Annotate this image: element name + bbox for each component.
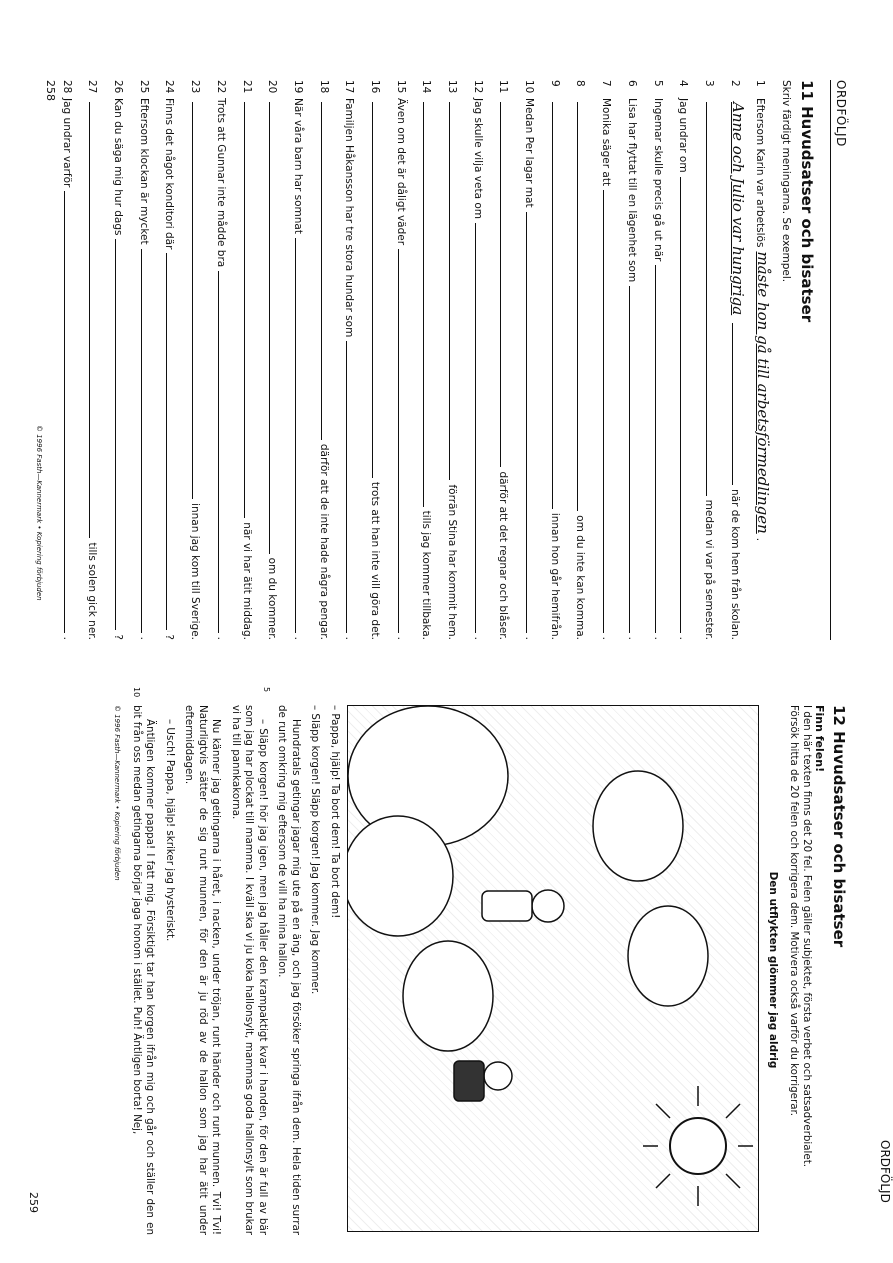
exercise-item — [652, 80, 678, 640]
exercise-item — [189, 80, 215, 640]
story-paragraph: – Usch! Pappa, hjälp! skriker jag hysteriskt. — [164, 719, 176, 942]
item-text: Jag undrar varför — [60, 98, 73, 188]
line-marker: 5 — [262, 687, 271, 693]
left-page — [28, 80, 848, 640]
exercise-item — [395, 80, 421, 640]
story-paragraph: – Pappa, hjälp! Ta bort dem! Ta bort dem! — [329, 705, 341, 919]
item-ending: därför att de inte hade några pengar. — [317, 443, 330, 640]
exercise-item — [241, 80, 267, 640]
exercise-item — [61, 80, 87, 640]
answer-line[interactable] — [64, 191, 66, 632]
right-intro-1: I den här texten finns det 20 fel. Felen gäller subjektet, första verbet och satsadverbialet. — [801, 705, 813, 1168]
item-ending: . — [471, 636, 484, 640]
item-ending: tills solen gick ner. — [86, 542, 99, 640]
answer-line[interactable] — [269, 102, 271, 554]
answer-line[interactable] — [89, 102, 91, 538]
item-ending: . — [291, 636, 304, 640]
item-text: Kan du säga mig hur dags — [112, 98, 125, 236]
item-number: 10 — [523, 80, 536, 94]
answer-line[interactable] — [141, 249, 143, 633]
answer-line[interactable] — [398, 249, 400, 633]
answer-line[interactable] — [423, 102, 425, 507]
item-text: Lisa har flyttat till en lägenhet som — [625, 98, 638, 283]
item-text: Finns det något konditori där — [163, 98, 176, 250]
item-ending: . — [214, 636, 227, 640]
item-ending: trots att han inte vill göra det. — [369, 481, 381, 640]
item-number: 4 — [677, 80, 690, 87]
answer-line[interactable] — [244, 102, 246, 518]
item-number: 9 — [548, 80, 561, 87]
item-number: 6 — [625, 80, 638, 87]
item-ending: när vi har ätit middag. — [240, 522, 253, 640]
exercise-item — [446, 80, 472, 640]
exercise-item — [600, 80, 626, 640]
answer-line[interactable] — [295, 238, 297, 633]
item-number: 15 — [394, 80, 407, 94]
item-ending: medan vi var på semester. — [702, 499, 715, 640]
story-paragraph: – Släpp korgen! hör jag igen, men jag håller den krampaktigt kvar i handen, för den är full av bär som jag har plockat till mamma. I kväll ska vi ju koka hallonsylt, mammas goda hallonsylt som brukar vi ha till pannkakorna. — [230, 705, 269, 1235]
item-number: 25 — [137, 80, 150, 94]
item-number: 12 — [471, 80, 484, 94]
item-text: När våra barn har somnat — [291, 98, 304, 234]
item-text: Monika säger att — [600, 98, 613, 187]
right-copyright: © 1996 Fasth—Kannermark • Kopiering förbjuden — [113, 705, 122, 881]
handwritten-answer: måste hon gå till arbetsförmedlingen — [754, 251, 773, 534]
item-text: Eftersom klockan är mycket — [137, 98, 150, 245]
answer-line[interactable] — [449, 102, 451, 480]
item-number: 14 — [420, 80, 433, 94]
item-number: 8 — [574, 80, 587, 87]
item-number: 11 — [497, 80, 510, 94]
exercise-item — [292, 80, 318, 640]
item-ending: därför att det regnar och blåser. — [497, 471, 510, 640]
right-page-number-wrap — [27, 1192, 40, 1232]
item-ending: innan hon går hemifrån. — [548, 512, 561, 640]
item-number: 23 — [189, 80, 202, 94]
exercise-list — [61, 80, 780, 640]
item-number: 7 — [600, 80, 613, 87]
answer-line[interactable] — [603, 190, 605, 633]
item-number: 20 — [266, 80, 279, 94]
left-header: ORDFÖLJD — [830, 80, 848, 640]
exercise-item — [729, 80, 755, 640]
right-header: ORDFÖLJD — [878, 1140, 892, 1203]
item-text: Jag skulle vilja veta om — [471, 98, 484, 220]
bushes-icon — [348, 706, 708, 1051]
story-paragraph: Nu känner jag getingarna i håret, i nacken, under tröjan, runt händer och runt munnen. Tvi! Tvi! Naturligtvis sätter de sig runt munnen, för den är ju röd av de hallon som jag har ätit under eftermiddagen. — [183, 705, 223, 1235]
answer-line[interactable] — [346, 341, 348, 632]
item-number: 22 — [214, 80, 227, 94]
item-number: 19 — [291, 80, 304, 94]
item-text: Eftersom Karin var arbetslös — [754, 98, 767, 248]
item-ending: . — [754, 537, 767, 542]
item-ending: . — [651, 636, 664, 640]
exercise-item — [343, 80, 369, 640]
item-number: 17 — [343, 80, 356, 94]
left-copyright: © 1996 Fasth—Kannermark • Kopiering förbjuden — [35, 425, 43, 601]
item-ending: tills jag kommer tillbaka. — [420, 510, 433, 640]
item-text: Familjen Håkansson har tre stora hundar som — [343, 98, 356, 338]
story-text — [130, 687, 342, 1235]
answer-line[interactable] — [321, 102, 323, 440]
exercise-item — [369, 80, 395, 640]
item-ending: . — [523, 636, 536, 640]
item-ending: om du kommer. — [266, 557, 279, 640]
item-ending: . — [60, 636, 73, 640]
exercise-item — [164, 80, 190, 640]
answer-line[interactable] — [475, 223, 477, 633]
right-page-number: 259 — [27, 1192, 40, 1213]
story-paragraph: Hundratals getingar jagar mig ute på en äng, och jag försöker springa ifrån dem. Hela tiden surrar de runt omkring mig eftersom de vill ha mina hallon. — [276, 705, 302, 1235]
answer-line[interactable] — [629, 286, 631, 632]
exercise-item — [523, 80, 549, 640]
illustration-drawing — [348, 706, 758, 1231]
answer-line[interactable] — [192, 102, 194, 499]
item-ending: . — [677, 636, 690, 640]
exercise-item — [318, 80, 344, 640]
exercise-item — [703, 80, 729, 640]
exercise-item — [138, 80, 164, 640]
item-text: Trots att Gunnar inte mådde bra — [214, 98, 227, 268]
answer-line[interactable] — [655, 265, 657, 632]
item-number: 26 — [112, 80, 125, 94]
item-text: Även om det är dåligt väder — [394, 98, 407, 246]
exercise-item — [86, 80, 112, 640]
item-number: 2 — [728, 80, 741, 87]
item-number: 5 — [651, 80, 664, 87]
item-number: 13 — [446, 80, 459, 94]
exercise-item — [420, 80, 446, 640]
exercise-item — [215, 80, 241, 640]
item-ending: . — [137, 636, 150, 640]
exercise-item — [677, 80, 703, 640]
item-ending: om du inte kan komma. — [574, 515, 587, 640]
story-title: Den utflykten glömmer jag aldrig — [767, 871, 779, 1069]
exercise-item — [754, 80, 780, 640]
item-ending: . — [600, 636, 613, 640]
sun-icon — [670, 1118, 726, 1174]
answer-line[interactable] — [732, 323, 734, 485]
item-number: 3 — [702, 80, 715, 87]
answer-line[interactable] — [218, 271, 220, 632]
story-paragraph: – Släpp korgen! Släpp korgen! Jag kommer. Jag kommer. — [309, 705, 322, 995]
item-text: Jag undrar om — [677, 98, 690, 173]
exercise-item — [266, 80, 292, 640]
left-instruction: Skriv färdigt meningarna. Se exempel. — [780, 80, 792, 283]
answer-line[interactable] — [706, 102, 708, 496]
handwritten-answer: Anne och Julio var hungriga — [728, 102, 747, 316]
exercise-item — [472, 80, 498, 640]
exercise-item — [549, 80, 575, 640]
item-ending: . — [625, 636, 638, 640]
answer-line[interactable] — [500, 102, 502, 467]
answer-line[interactable] — [526, 212, 528, 633]
item-number: 21 — [240, 80, 253, 94]
item-ending: ? — [163, 634, 176, 640]
right-page — [28, 687, 848, 1235]
item-number: 28 — [60, 80, 73, 94]
left-title: 11 Huvudsatser och bisatser — [798, 80, 816, 323]
exercise-item — [112, 80, 138, 640]
item-ending: när de kom hem från skolan. — [728, 489, 741, 640]
line-marker: 10 — [132, 687, 141, 698]
answer-line[interactable] — [552, 102, 554, 509]
item-number: 24 — [163, 80, 176, 94]
item-number: 16 — [369, 80, 381, 94]
exercise-item — [497, 80, 523, 640]
item-number: 1 — [754, 80, 767, 87]
item-ending: . — [343, 636, 356, 640]
item-ending: . — [394, 636, 407, 640]
right-header-wrap — [878, 1140, 892, 1240]
item-ending: förrän Stina har kommit hem. — [446, 484, 459, 640]
right-intro-2: Försök hitta de 20 felen och korrigera dem. Motivera också varför du korrigerar. — [788, 705, 800, 1117]
exercise-item — [626, 80, 652, 640]
item-ending: ? — [112, 634, 125, 640]
story-paragraph: Äntligen kommer pappa! I fatt mig. Försiktigt tar han korgen ifrån mig och går och ställer den en bit från oss medan getingarna börjar jaga honom i stället. Puh! Äntligen borta! Nej, — [131, 705, 157, 1235]
item-text: Medan Per lagar mat — [523, 98, 536, 208]
answer-line[interactable] — [680, 177, 682, 633]
answer-line[interactable] — [372, 102, 374, 478]
answer-line[interactable] — [115, 239, 117, 630]
left-page-number: 258 — [43, 80, 57, 101]
item-number: 18 — [317, 80, 330, 94]
illustration — [347, 705, 759, 1232]
item-ending: innan jag kom till Sverige. — [189, 503, 202, 640]
item-number: 27 — [86, 80, 99, 94]
right-subtitle: Finn felen! — [813, 705, 826, 773]
item-text: Ingemar skulle precis gå ut när — [651, 98, 664, 262]
answer-line[interactable] — [578, 102, 580, 511]
answer-line[interactable] — [167, 253, 169, 630]
right-title: 12 Huvudsatser och bisatser — [830, 705, 848, 948]
exercise-item — [575, 80, 601, 640]
